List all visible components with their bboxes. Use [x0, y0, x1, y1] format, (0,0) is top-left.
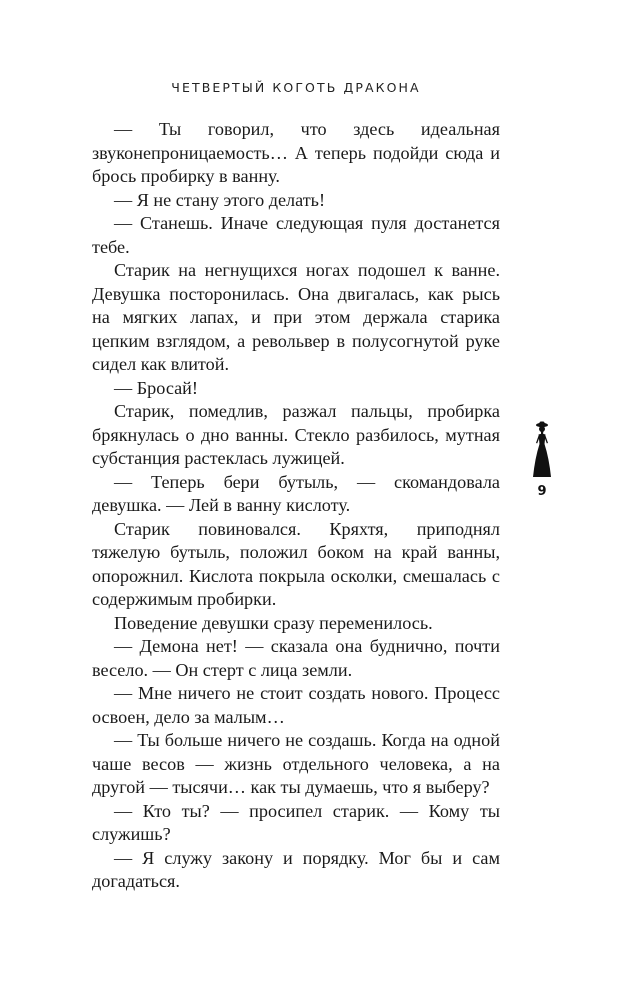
paragraph: Старик повиновался. Кряхтя, приподнял тяжелую бутыль, положил боком на край ванны, опорожнил. Кислота покрыла осколки, смешалась с содержимым пробирки.	[92, 518, 500, 609]
paragraph: — Мне ничего не стоит создать нового. Процесс освоен, дело за малым…	[92, 683, 500, 727]
paragraph: — Ты говорил, что здесь идеальная звуконепроницаемость… А теперь подойди сюда и брось пробирку в ванну.	[92, 119, 500, 186]
margin-marker	[527, 420, 557, 499]
body-text	[92, 118, 500, 894]
page-number: 9	[537, 484, 547, 499]
paragraph: — Демона нет! — сказала она буднично, почти весело. — Он стерт с лица земли.	[92, 636, 500, 680]
paragraph: — Бросай!	[114, 377, 198, 398]
running-head: ЧЕТВЕРТЫЙ КОГОТЬ ДРАКОНА	[171, 80, 421, 95]
paragraph: Старик на негнущихся ногах подошел к ванне. Девушка посторонилась. Она двигалась, как рысь на мягких лапах, и при этом держала старика цепким взглядом, а револьвер в полусогнутой руке сидел как влитой.	[92, 260, 500, 374]
paragraph: — Я служу закону и порядку. Мог бы и сам догадаться.	[92, 847, 500, 891]
paragraph: Старик, помедлив, разжал пальцы, пробирка брякнулась о дно ванны. Стекло разбилось, мутная субстанция растеклась лужицей.	[92, 401, 500, 468]
paragraph: — Теперь бери бутыль, — скомандовала девушка. — Лей в ванну кислоту.	[92, 471, 500, 515]
paragraph: Поведение девушки сразу переменилось.	[114, 612, 433, 633]
paragraph: — Кто ты? — просипел старик. — Кому ты служишь?	[92, 800, 500, 844]
paragraph: — Ты больше ничего не создашь. Когда на одной чаше весов — жизнь отдельного человека, а на другой — тысячи… как ты думаешь, что я выберу?	[92, 730, 500, 797]
paragraph: — Станешь. Иначе следующая пуля достанется тебе.	[92, 213, 500, 257]
lady-silhouette-icon	[530, 420, 554, 478]
paragraph: — Я не стану этого делать!	[114, 189, 326, 210]
